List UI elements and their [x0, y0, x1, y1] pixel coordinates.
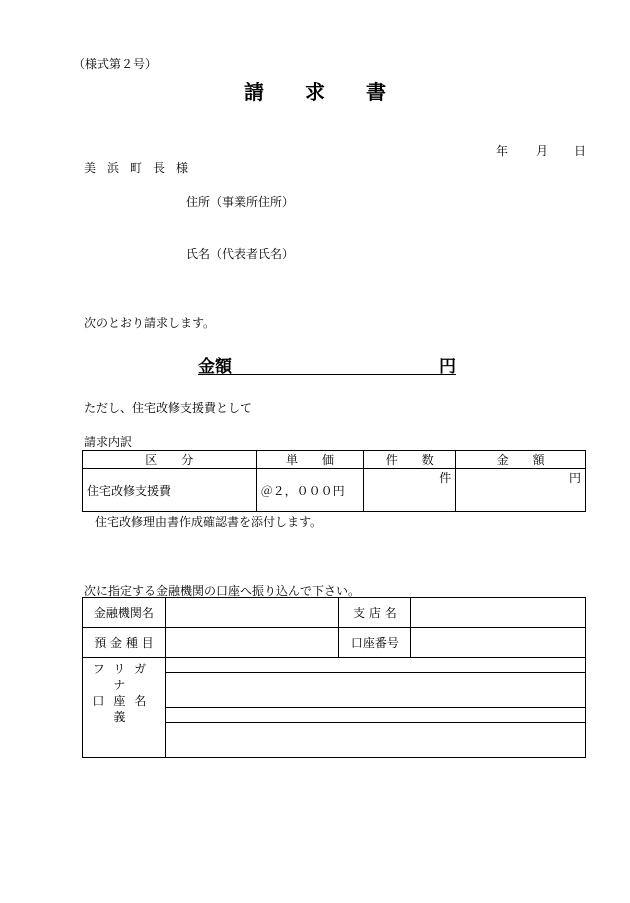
header-amount: 金 額 — [456, 451, 586, 469]
purpose-text: ただし、住宅改修支援費として — [84, 401, 253, 415]
amount-line — [198, 352, 456, 375]
account-no-label: 口座番号 — [339, 628, 411, 658]
deposit-type-label: 預 金 種 目 — [83, 628, 166, 658]
deposit-type-field[interactable] — [165, 628, 339, 658]
account-name-label: 口座名義 — [92, 694, 156, 724]
branch-field[interactable] — [411, 598, 586, 628]
amount-label: 金額 — [198, 357, 232, 377]
row-category: 住宅改修支援費 — [83, 469, 257, 512]
address-label: 住所（事業所住所） — [186, 195, 295, 209]
furigana-field-1[interactable] — [165, 658, 585, 673]
institution-label: 金融機関名 — [83, 598, 166, 628]
institution-field[interactable] — [165, 598, 339, 628]
date-year: 年 — [496, 144, 509, 158]
account-name-field-2[interactable] — [165, 723, 585, 758]
name-label: 氏名（代表者氏名） — [186, 247, 295, 261]
detail-row — [83, 469, 586, 512]
bank-intro: 次に指定する金融機関の口座へ振り込んで下さい。 — [84, 584, 361, 598]
title-char-3: 書 — [365, 80, 386, 104]
account-name-field-1[interactable] — [165, 673, 585, 708]
furigana-field-2[interactable] — [165, 708, 585, 723]
row-amount-unit[interactable]: 円 — [456, 469, 586, 512]
title-char-2: 求 — [305, 80, 325, 104]
furigana-label: フリガナ — [92, 662, 156, 692]
bank-table — [82, 597, 586, 758]
row-count-unit[interactable]: 件 — [364, 469, 456, 512]
date-month: 月 — [536, 144, 549, 158]
bank-row-deposit — [83, 628, 586, 658]
detail-header-row — [83, 451, 586, 469]
bank-row-furigana — [83, 658, 586, 673]
row-unit-price: ＠２，０００円 — [256, 469, 364, 512]
detail-label: 請求内訳 — [84, 435, 133, 449]
addressee: 美浜町長様 — [84, 161, 200, 175]
bank-row-institution — [83, 598, 586, 628]
account-no-field[interactable] — [411, 628, 586, 658]
header-unit-price: 単 価 — [256, 451, 364, 469]
branch-label: 支 店 名 — [339, 598, 411, 628]
date-day: 日 — [574, 144, 587, 158]
header-count: 件 数 — [364, 451, 456, 469]
document-title — [0, 76, 630, 105]
account-holder-label-cell — [83, 658, 166, 758]
attachment-note: 住宅改修理由書作成確認書を添付します。 — [95, 515, 323, 529]
detail-table — [82, 450, 586, 512]
amount-unit: 円 — [439, 357, 456, 377]
form-number: （様式第２号） — [73, 57, 158, 71]
title-char-1: 請 — [244, 80, 265, 104]
header-category: 区 分 — [83, 451, 257, 469]
intro-text: 次のとおり請求します。 — [84, 316, 216, 330]
